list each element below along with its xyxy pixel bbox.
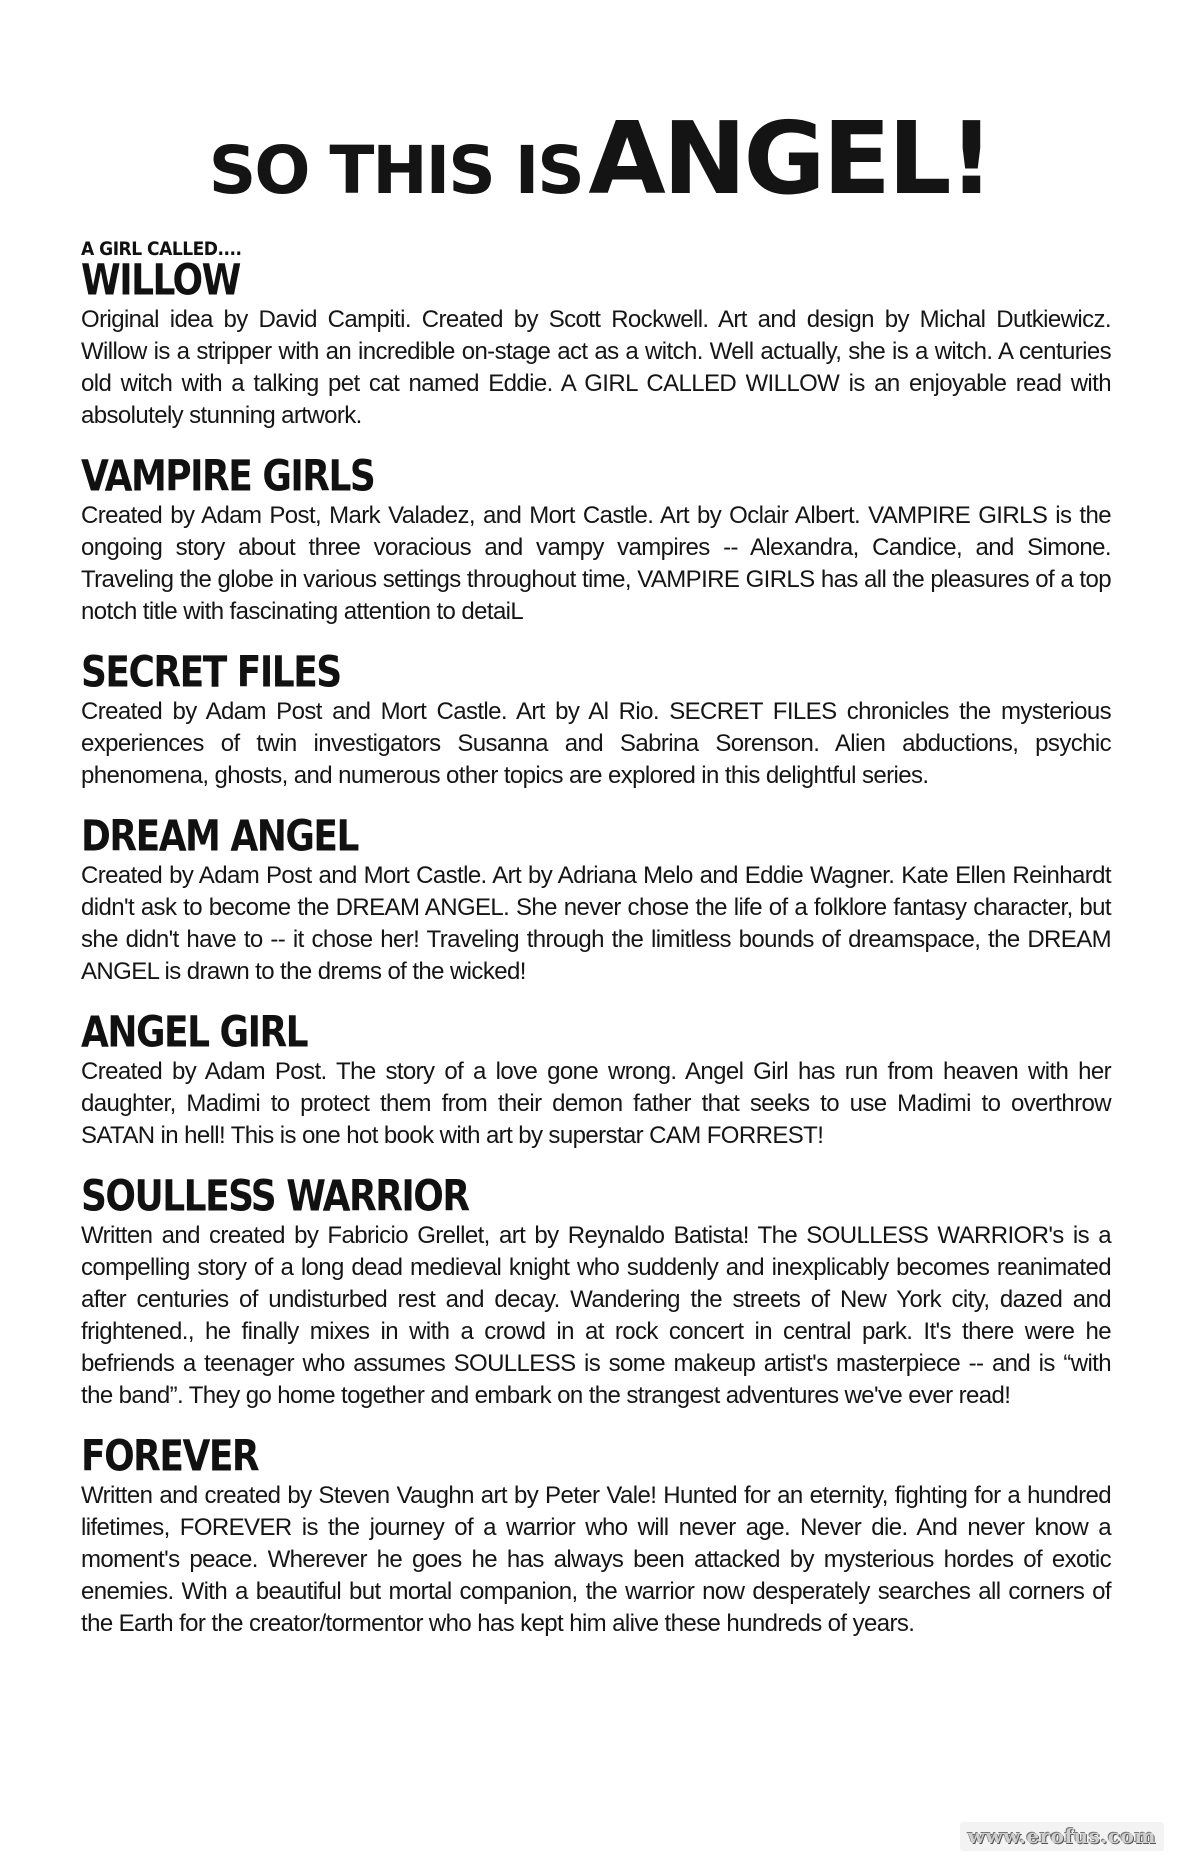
section-willow bbox=[81, 256, 1111, 432]
article-content bbox=[81, 238, 1111, 1664]
section-forever bbox=[81, 1432, 1111, 1640]
section-secret-files bbox=[81, 648, 1111, 792]
section-body: Written and created by Steven Vaughn art by Peter Vale! Hunted for an eternity, fighting for a hundred lifetimes, FOREVER is the journey of a warrior who will never age. Never die. And never know a moment's peace. Wherever he goes he has always been attacked by mysterious hordes of exotic enemies. With a beautiful but mortal companion, the warrior now desperately searches all corners of the Earth for the creator/tormentor who has kept him alive these hundreds of years. bbox=[81, 1482, 1111, 1637]
section-title: ANGEL GIRL bbox=[81, 1008, 308, 1058]
section-title: SECRET FILES bbox=[81, 648, 341, 698]
section-body: Created by Adam Post. The story of a love gone wrong. Angel Girl has run from heaven with her daughter, Madimi to protect them from their demon father that seeks to use Madimi to overthrow SATAN in hell! This is one hot book with art by superstar CAM FORREST! bbox=[81, 1058, 1111, 1149]
kicker-text: A GIRL CALLED.... bbox=[81, 238, 242, 260]
section-dream-angel bbox=[81, 812, 1111, 988]
section-title: VAMPIRE GIRLS bbox=[81, 452, 375, 502]
section-vampire-girls bbox=[81, 452, 1111, 628]
section-body: Created by Adam Post and Mort Castle. Art by Al Rio. SECRET FILES chronicles the mysterious experiences of twin investigators Susanna and Sabrina Sorenson. Alien abductions, psychic phenomena, ghosts, and numerous other topics are explored in this delightful series. bbox=[81, 698, 1111, 789]
page-title-part-1: SO THIS IS bbox=[208, 132, 583, 209]
section-soulless-warrior bbox=[81, 1172, 1111, 1412]
section-title: DREAM ANGEL bbox=[81, 812, 358, 862]
section-title: WILLOW bbox=[81, 256, 240, 306]
section-angel-girl bbox=[81, 1008, 1111, 1152]
watermark-link[interactable]: www.erofus.com bbox=[960, 1822, 1164, 1851]
section-title: SOULLESS WARRIOR bbox=[81, 1172, 469, 1222]
section-body: Original idea by David Campiti. Created by Scott Rockwell. Art and design by Michal Dutkiewicz. Willow is a stripper with an incredible on-stage act as a witch. Well actually, she is a witch. A centuries old witch with a talking pet cat named Eddie. A GIRL CALLED WILLOW is an enjoyable read with absolutely stunning artwork. bbox=[81, 306, 1111, 429]
section-body: Written and created by Fabricio Grellet, art by Reynaldo Batista! The SOULLESS WARRIOR's is a compelling story of a long dead medieval knight who suddenly and inexplicably becomes reanimated after centuries of undisturbed rest and decay. Wandering the streets of New York city, dazed and frightened., he finally mixes in with a crowd in at rock concert in central park. It's there were he befriends a teenager who assumes SOULLESS is some makeup artist's masterpiece -- and is “with the band”. They go home together and embark on the strangest adventures we've ever read! bbox=[81, 1222, 1111, 1409]
page-title bbox=[0, 100, 1200, 217]
page-title-part-2: ANGEL! bbox=[588, 100, 992, 217]
section-body: Created by Adam Post, Mark Valadez, and Mort Castle. Art by Oclair Albert. VAMPIRE GIRLS is the ongoing story about three voracious and vampy vampires -- Alexandra, Candice, and Simone. Traveling the globe in various settings throughout time, VAMPIRE GIRLS has all the pleasures of a top notch title with fascinating attention to detaiL bbox=[81, 502, 1111, 625]
section-body: Created by Adam Post and Mort Castle. Art by Adriana Melo and Eddie Wagner. Kate Ellen Reinhardt didn't ask to become the DREAM ANGEL. She never chose the life of a folklore fantasy character, but she didn't have to -- it chose her! Traveling through the limitless bounds of dreamspace, the DREAM ANGEL is drawn to the drems of the wicked! bbox=[81, 862, 1111, 985]
section-title: FOREVER bbox=[81, 1432, 259, 1482]
